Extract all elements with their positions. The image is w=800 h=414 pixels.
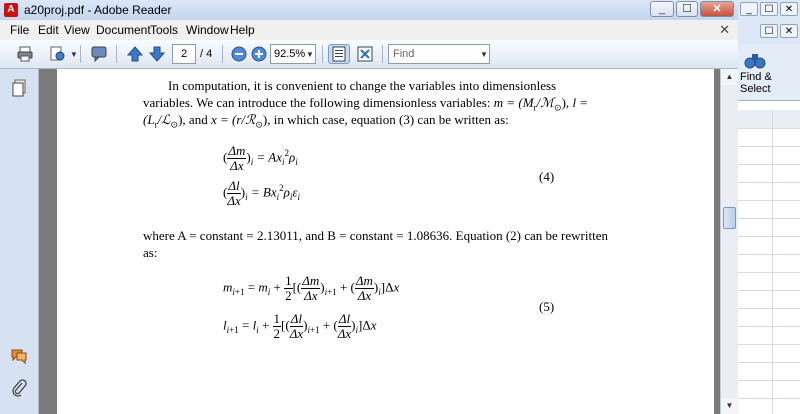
- menu-view[interactable]: View: [64, 23, 90, 37]
- comments-icon[interactable]: [11, 347, 27, 365]
- text-run: = Bx: [250, 184, 277, 200]
- next-page-button[interactable]: [146, 44, 168, 64]
- expand-icon: [357, 46, 373, 62]
- comment-icon: [90, 45, 108, 63]
- text-run: (L: [143, 112, 155, 127]
- pdf-page: [57, 69, 714, 414]
- paragraph-line: In computation, it is convenient to change the variables into dimensionless: [168, 78, 557, 93]
- scroll-up-icon[interactable]: ▲: [721, 69, 738, 85]
- zoom-level-field[interactable]: 92.5%: [270, 44, 316, 64]
- menu-window[interactable]: Window: [186, 23, 229, 37]
- find-select-label[interactable]: Select: [740, 83, 771, 95]
- zoom-out-icon: [231, 46, 247, 62]
- scroll-down-icon[interactable]: ▼: [721, 398, 738, 414]
- cell-grid[interactable]: [738, 128, 800, 414]
- toolbar-separator: [222, 45, 223, 63]
- toolbar: [0, 40, 738, 69]
- menu-file[interactable]: File: [10, 23, 30, 37]
- equation-5-line-2: $l_{i+1} = l_i$ + $\frac{1}{2}$ [( $\frac{\Delta l}{\Delta x}$ )$_{i+1}$ + ( $\frac{\Delta l}{\Delta x}$ )$_i]\Delta x$: [223, 311, 377, 341]
- text-run: ),: [561, 95, 573, 110]
- adobe-reader-icon: A: [4, 3, 18, 17]
- chevron-down-icon[interactable]: ▼: [306, 50, 314, 59]
- text-run: /ℒ: [157, 112, 171, 127]
- paragraph-line: where A = constant = 2.13011, and B = constant = 1.08636. Equation (2) can be rewritten: [143, 228, 608, 243]
- attachment-icon[interactable]: [11, 379, 27, 397]
- fit-page-button[interactable]: [328, 44, 350, 64]
- background-excel-window: [738, 0, 800, 414]
- text-run: r: [154, 119, 158, 130]
- toolbar-separator: [322, 45, 323, 63]
- fit-page-icon: [332, 46, 346, 62]
- equation-number: (4): [539, 169, 555, 184]
- gridline: [772, 110, 773, 414]
- menu-help[interactable]: Help: [230, 23, 255, 37]
- find-input[interactable]: Find: [388, 44, 490, 64]
- title-bar[interactable]: [0, 0, 738, 20]
- equation-4-line-2: ( $\frac{\Delta l}{\Delta x}$ )$_i = Bx_i^2\rho_i\varepsilon_i$: [223, 178, 301, 208]
- full-screen-button[interactable]: [354, 44, 376, 64]
- text-run: ), and: [178, 112, 211, 127]
- page-number-input[interactable]: 2: [172, 44, 196, 64]
- excel-title-area: [738, 0, 800, 44]
- menu-tools[interactable]: Tools: [150, 23, 179, 37]
- column-header: [738, 110, 800, 129]
- equation-5-line-1: $m_{i+1} = m_i$ + $\frac{1}{2}$ [( $\frac{\Delta m}{\Delta x}$ )$_{i+1}$ + ( $\frac{\Delta m}{\Delta x}$ )$_i]\Delta x$: [223, 273, 400, 303]
- paragraph-line: as:: [143, 245, 158, 260]
- binoculars-icon: [744, 50, 766, 70]
- zoom-in-icon: [251, 46, 267, 62]
- collaborate-button[interactable]: [46, 44, 68, 64]
- find-select-label[interactable]: Find &: [740, 71, 772, 83]
- navigation-pane: [0, 69, 39, 414]
- printer-icon: [16, 45, 34, 63]
- share-icon: [48, 45, 66, 63]
- text-run: l =: [572, 95, 589, 110]
- document-close-icon[interactable]: ✕: [719, 22, 730, 37]
- text-run: variables. We can introduce the following dimensionless variables:: [143, 95, 491, 110]
- close-icon[interactable]: ✕: [780, 24, 798, 38]
- zoom-out-button[interactable]: [228, 44, 250, 64]
- zoom-in-button[interactable]: [248, 44, 270, 64]
- text-run: m = (M: [493, 95, 534, 110]
- text-run: ⊙: [170, 119, 179, 130]
- page-total: / 4: [200, 48, 213, 60]
- equation-4-line-1: ( $\frac{\Delta m}{\Delta x}$ )$_i = Ax_i^2\rho_i$: [223, 143, 298, 173]
- arrow-up-icon: [127, 46, 143, 62]
- window-title: a20proj.pdf - Adobe Reader: [24, 3, 172, 17]
- menu-edit[interactable]: Edit: [38, 23, 59, 37]
- maximize-button[interactable]: ☐: [676, 1, 698, 17]
- text-run: = Ax: [256, 149, 282, 165]
- print-button[interactable]: [14, 44, 36, 64]
- document-area[interactable]: [39, 69, 720, 414]
- pages-icon[interactable]: [11, 79, 27, 97]
- close-icon[interactable]: ✕: [780, 2, 798, 16]
- text-run: ⊙: [554, 102, 562, 113]
- chevron-down-icon[interactable]: ▼: [70, 50, 78, 59]
- text-run: ), in which case, equation (3) can be written as:: [262, 112, 509, 127]
- previous-page-button[interactable]: [124, 44, 146, 64]
- scroll-thumb[interactable]: [723, 207, 736, 229]
- arrow-down-icon: [149, 46, 165, 62]
- maximize-icon[interactable]: ☐: [760, 2, 778, 16]
- text-run: x = (r/ℛ: [210, 112, 256, 127]
- menu-document[interactable]: Document: [96, 23, 151, 37]
- text-run: r: [533, 102, 537, 113]
- text-run: /ℳ: [536, 95, 555, 110]
- equation-number: (5): [539, 299, 555, 314]
- minimize-icon[interactable]: _: [740, 2, 758, 16]
- vertical-scrollbar[interactable]: [720, 69, 738, 414]
- toolbar-separator: [382, 45, 383, 63]
- toolbar-separator: [80, 45, 81, 63]
- paragraph-line: [143, 111, 509, 134]
- close-button[interactable]: ✕: [700, 1, 734, 17]
- minimize-button[interactable]: _: [650, 1, 674, 17]
- text-run: ⊙: [255, 119, 263, 130]
- comment-button[interactable]: [88, 44, 110, 64]
- menu-bar: [0, 20, 738, 41]
- restore-icon[interactable]: ☐: [760, 24, 778, 38]
- toolbar-separator: [116, 45, 117, 63]
- chevron-down-icon[interactable]: ▼: [480, 50, 488, 59]
